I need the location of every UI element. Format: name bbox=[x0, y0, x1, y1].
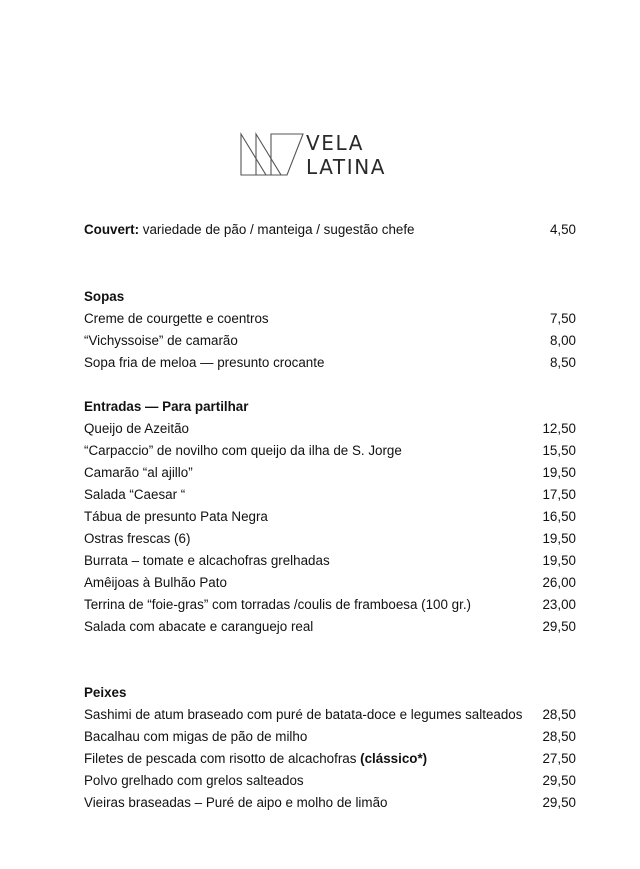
logo-text-line1: VELA bbox=[306, 131, 365, 155]
item-name: Vieiras braseadas – Puré de aipo e molho de limão bbox=[84, 795, 388, 810]
item-suffix: (clássico*) bbox=[360, 751, 428, 766]
item-name: Creme de courgette e coentros bbox=[84, 311, 269, 326]
item-name: Bacalhau com migas de pão de milho bbox=[84, 729, 308, 744]
item-price: 28,50 bbox=[542, 729, 576, 744]
menu-item bbox=[84, 330, 576, 352]
item-price: 28,50 bbox=[542, 707, 576, 722]
couvert-row bbox=[84, 219, 576, 241]
menu-item bbox=[84, 308, 576, 330]
item-name: Burrata – tomate e alcachofras grelhadas bbox=[84, 553, 330, 568]
item-price: 16,50 bbox=[542, 509, 576, 524]
item-name: Filetes de pescada com risotto de alcachofras (clássico*) bbox=[84, 751, 428, 766]
menu-item bbox=[84, 550, 576, 572]
item-price: 19,50 bbox=[542, 531, 576, 546]
menu-item bbox=[84, 484, 576, 506]
item-price: 15,50 bbox=[542, 443, 576, 458]
item-price: 8,50 bbox=[549, 355, 576, 370]
logo-mark-icon bbox=[239, 131, 305, 177]
menu-item bbox=[84, 792, 576, 814]
section-peixes bbox=[84, 682, 576, 814]
item-name: Salada com abacate e caranguejo real bbox=[84, 619, 314, 634]
item-name: Amêijoas à Bulhão Pato bbox=[84, 575, 227, 590]
item-name: Tábua de presunto Pata Negra bbox=[84, 509, 268, 524]
couvert-block bbox=[84, 219, 576, 241]
menu-item bbox=[84, 418, 576, 440]
item-name: “Vichyssoise” de camarão bbox=[84, 333, 238, 348]
item-name: Camarão “al ajillo” bbox=[84, 465, 193, 480]
menu-item bbox=[84, 748, 576, 770]
item-price: 17,50 bbox=[542, 487, 576, 502]
section-sopas bbox=[84, 286, 576, 374]
item-price: 29,50 bbox=[542, 795, 576, 810]
section-entradas bbox=[84, 396, 576, 638]
item-name: Sashimi de atum braseado com puré de batata-doce e legumes salteados bbox=[84, 707, 523, 722]
section-title: Entradas — Para partilhar bbox=[84, 399, 249, 414]
item-name: Salada “Caesar “ bbox=[84, 487, 186, 502]
couvert-price: 4,50 bbox=[549, 222, 576, 237]
item-name: Polvo grelhado com grelos salteados bbox=[84, 773, 304, 788]
item-price: 7,50 bbox=[549, 311, 576, 326]
logo-text-line2: LATINA bbox=[306, 155, 387, 179]
menu-item bbox=[84, 528, 576, 550]
item-price: 12,50 bbox=[542, 421, 576, 436]
menu-item bbox=[84, 704, 576, 726]
item-name: Queijo de Azeitão bbox=[84, 421, 189, 436]
couvert-label: Couvert: variedade de pão / manteiga / sugestão chefe bbox=[84, 222, 415, 237]
item-price: 29,50 bbox=[542, 773, 576, 788]
item-name: Terrina de “foie-gras” com torradas /coulis de framboesa (100 gr.) bbox=[84, 597, 472, 612]
menu-item bbox=[84, 616, 576, 638]
menu-item bbox=[84, 594, 576, 616]
menu-item bbox=[84, 352, 576, 374]
item-price: 19,50 bbox=[542, 553, 576, 568]
item-name: “Carpaccio” de novilho com queijo da ilha de S. Jorge bbox=[84, 443, 402, 458]
restaurant-logo bbox=[239, 131, 409, 179]
menu-item bbox=[84, 506, 576, 528]
menu-item bbox=[84, 572, 576, 594]
menu-item bbox=[84, 770, 576, 792]
item-name: Sopa fria de meloa — presunto crocante bbox=[84, 355, 325, 370]
menu-item bbox=[84, 462, 576, 484]
item-price: 27,50 bbox=[542, 751, 576, 766]
menu-item bbox=[84, 440, 576, 462]
section-title: Peixes bbox=[84, 685, 127, 700]
item-price: 29,50 bbox=[542, 619, 576, 634]
item-price: 19,50 bbox=[542, 465, 576, 480]
item-price: 23,00 bbox=[542, 597, 576, 612]
item-name: Ostras frescas (6) bbox=[84, 531, 191, 546]
menu-item bbox=[84, 726, 576, 748]
section-title: Sopas bbox=[84, 289, 125, 304]
item-price: 26,00 bbox=[542, 575, 576, 590]
item-price: 8,00 bbox=[549, 333, 576, 348]
